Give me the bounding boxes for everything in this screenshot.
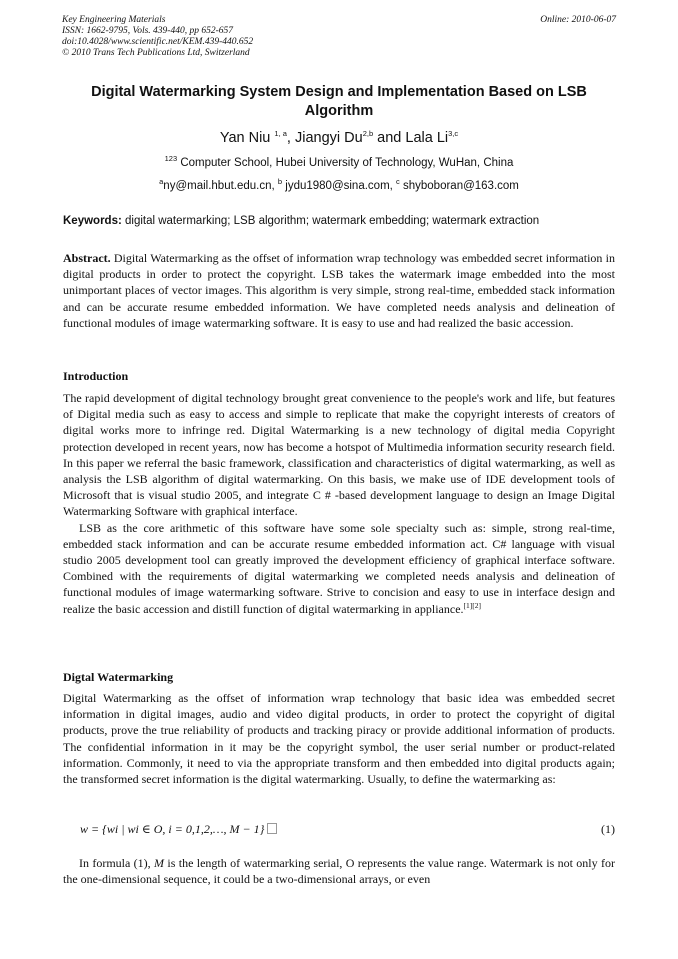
formula-1 xyxy=(80,822,615,837)
p2-post: is the length of watermarking serial, O represents the value range. Watermark is not only for the one-dimensional sequence, it could be a two-dimensional arrays, or even xyxy=(63,856,615,887)
citation: [1][2] xyxy=(463,600,482,610)
intro-paragraph-2 xyxy=(63,520,615,617)
abstract-label: Abstract. xyxy=(63,251,111,265)
email-b: jydu1980@sina.com, xyxy=(282,180,397,192)
journal-name: Key Engineering Materials xyxy=(62,15,166,25)
watermarking-body xyxy=(63,690,615,787)
p2-m: M xyxy=(154,856,165,870)
running-header xyxy=(62,15,616,59)
email-list xyxy=(60,177,618,192)
keywords-label: Keywords: xyxy=(63,215,122,227)
email-b-sup: b xyxy=(277,177,283,187)
watermarking-paragraph-2 xyxy=(63,855,615,887)
author-2-sup: 2,b xyxy=(362,129,374,139)
affiliation xyxy=(60,154,618,169)
issn-line: ISSN: 1662-9795, Vols. 439-440, pp 652-657 xyxy=(62,26,233,36)
copyright-line: © 2010 Trans Tech Publications Ltd, Switzerland xyxy=(62,48,250,58)
author-1: Yan Niu xyxy=(219,130,275,146)
formula-number: (1) xyxy=(601,822,615,836)
affiliation-text: Computer School, Hubei University of Technology, WuHan, China xyxy=(177,157,514,169)
author-sep-2: and Lala Li xyxy=(373,130,449,146)
intro-paragraph-1: The rapid development of digital technology brought great convenience to the people's work and life, but features of Digital media such as easy to access and simple to replicate that make the copyright interests of creators of digital works more to infringe red. Digital Watermarking is a new technology of digital media Copyright protection developed in recent years, now has become a hotspot of Multimedia information security research field. In this paper we referral the basic framework, classification and characteristics of digital watermarking, as well as analysis the LSB algorithm of digital watermarking. On this basis, we make use of IDE development tools of Microsoft that is visual studio 2005, and integrate C # -based development language to design an Image Digital Watermarking Software with graphical interface. xyxy=(63,391,615,519)
paper-title: Digital Watermarking System Design and Implementation Based on LSB Algorithm xyxy=(91,84,587,119)
placeholder-box-icon xyxy=(267,823,277,834)
abstract-text: Digital Watermarking as the offset of information wrap technology was embedded secret information in digital products in order to protect the copyright. LSB takes the watermark image embedded into the most unimportant places of vector images. This algorithm is very simple, strong real-time, embedded stack information and can be accurate resume embedded information. We have completed needs analysis and delineation of functional modules of image watermarking software. It is easy to use and had realized the basic accession. xyxy=(63,251,615,330)
formula-expression: w = {wi | wi ∈ O, i = 0,1,2,…, M − 1} xyxy=(80,822,265,836)
abstract xyxy=(63,250,615,331)
section-heading-introduction: Introduction xyxy=(63,369,129,383)
keywords xyxy=(63,215,618,227)
email-c-sup: c xyxy=(396,177,400,187)
email-c: shyboboran@163.com xyxy=(399,180,519,192)
author-sep-1: , Jiangyi Du xyxy=(286,130,363,146)
p2-pre: In formula (1), xyxy=(79,856,155,870)
introduction-body xyxy=(63,390,615,617)
online-date: Online: 2010-06-07 xyxy=(540,15,616,25)
keywords-text: digital watermarking; LSB algorithm; watermark embedding; watermark extraction xyxy=(121,215,540,227)
affiliation-sup: 123 xyxy=(164,154,178,164)
author-1-sup: 1, a xyxy=(274,129,287,139)
doi-line: doi:10.4028/www.scientific.net/KEM.439-440.652 xyxy=(62,37,254,47)
intro-p2-text: LSB as the core arithmetic of this software have some sole specialty such as: simple, strong real-time, embedded stack information and can be accurate resume embedded information act. C# language with visual studio 2005 development tool can greatly improved the development efficiency of graphical interface software. Combined with the requirements of digital watermarking we completed needs analysis and delineation of functional modules of image watermarking software. Strive to concision and easy to use in interface design and realize the basic accession and distill function of digital watermarking in appliance. xyxy=(63,520,615,616)
email-a-sup: a xyxy=(159,177,164,187)
author-list xyxy=(60,130,618,146)
email-a: ny@mail.hbut.edu.cn, xyxy=(163,180,278,192)
section-heading-digtal-watermarking: Digtal Watermarking xyxy=(63,670,174,684)
watermarking-paragraph-1: Digital Watermarking as the offset of information wrap technology that basic idea was embedded secret information in digital images, audio and video digital products, in order to protect the copyright of digital products, prove the true reliability of products and tracking piracy or provide additional information of products. The confidential information in it may be the copyright symbol, the user serial number or product-related information. Commonly, it need to via the appropriate transform and then embedded into digital products again; the transformed secret information is the digital watermarking. Usually, to define the watermarking as: xyxy=(63,691,615,787)
author-3-sup: 3,c xyxy=(448,129,459,139)
